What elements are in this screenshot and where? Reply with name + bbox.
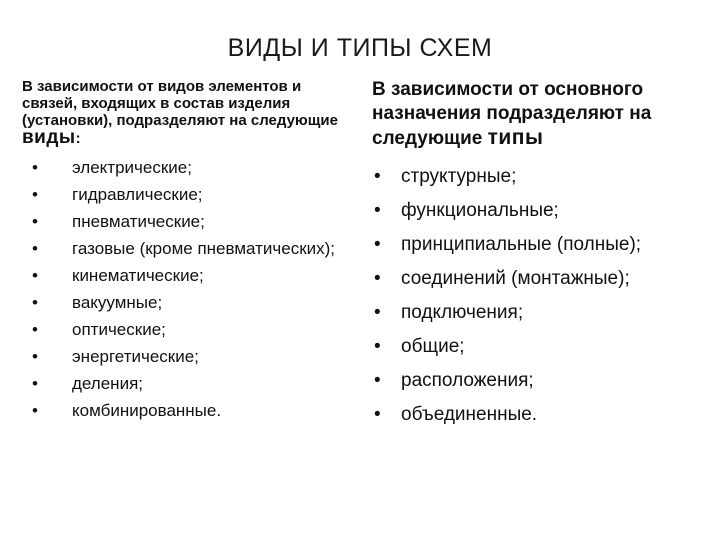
list-item — [372, 335, 712, 359]
bullet-icon: • — [32, 158, 38, 177]
list-item-text: общие; — [401, 336, 465, 357]
left-bullet-list — [22, 157, 358, 421]
list-item-text: электрические; — [72, 158, 192, 177]
right-column — [372, 78, 712, 437]
bullet-icon: • — [32, 266, 38, 285]
bullet-icon: • — [32, 320, 38, 339]
bullet-icon: • — [374, 370, 381, 391]
slide-title: ВИДЫ И ТИПЫ СХЕМ — [227, 34, 493, 62]
bullet-icon: • — [374, 166, 381, 187]
bullet-icon: • — [374, 336, 381, 357]
left-intro-text: В зависимости от видов элементов и связей, входящих в состав изделия (установки), подразделяют на следующие — [22, 78, 338, 129]
bullet-icon: • — [32, 293, 38, 312]
bullet-icon: • — [374, 302, 381, 323]
bullet-icon: • — [374, 234, 381, 255]
list-item — [22, 265, 358, 286]
list-item-text: функциональные; — [401, 200, 559, 221]
list-item — [372, 199, 712, 223]
list-item — [22, 292, 358, 313]
list-item-text: газовые (кроме пневматических); — [72, 239, 336, 258]
list-item — [22, 346, 358, 367]
list-item-text: комбинированные. — [72, 401, 222, 420]
list-item-text: кинематические; — [72, 266, 204, 285]
right-intro-emphasis: типы — [487, 126, 544, 149]
bullet-icon: • — [32, 239, 38, 258]
list-item-text: соединений (монтажные); — [401, 268, 630, 289]
list-item-text: деления; — [72, 374, 143, 393]
list-item — [22, 184, 358, 205]
bullet-icon: • — [32, 212, 38, 231]
list-item-text: оптические; — [72, 320, 166, 339]
list-item — [372, 267, 712, 291]
right-intro — [372, 78, 712, 151]
bullet-icon: • — [374, 404, 381, 425]
bullet-icon: • — [374, 268, 381, 289]
left-intro-emphasis: виды — [22, 127, 76, 148]
list-item-text: вакуумные; — [72, 293, 163, 312]
list-item — [22, 211, 358, 232]
bullet-icon: • — [374, 200, 381, 221]
list-item — [22, 373, 358, 394]
list-item — [22, 319, 358, 340]
list-item-text: подключения; — [401, 302, 524, 323]
bullet-icon: • — [32, 374, 38, 393]
list-item — [372, 165, 712, 189]
list-item-text: принципиальные (полные); — [401, 234, 642, 255]
list-item-text: объединенные. — [401, 404, 538, 425]
left-intro — [22, 78, 358, 147]
bullet-icon: • — [32, 185, 38, 204]
list-item — [372, 369, 712, 393]
right-bullet-list — [372, 165, 712, 427]
list-item — [22, 400, 358, 421]
list-item — [22, 157, 358, 178]
list-item-text: пневматические; — [72, 212, 205, 231]
left-intro-end: : — [75, 130, 81, 147]
list-item — [22, 238, 358, 259]
list-item-text: гидравлические; — [72, 185, 203, 204]
list-item — [372, 233, 712, 257]
bullet-icon: • — [32, 347, 38, 366]
bullet-icon: • — [32, 401, 38, 420]
right-intro-text: В зависимости от основного назначения подразделяют на следующие — [372, 79, 652, 149]
list-item-text: энергетические; — [72, 347, 199, 366]
list-item-text: расположения; — [401, 370, 534, 391]
list-item — [372, 403, 712, 427]
list-item-text: структурные; — [401, 166, 517, 187]
left-column — [22, 78, 358, 427]
list-item — [372, 301, 712, 325]
